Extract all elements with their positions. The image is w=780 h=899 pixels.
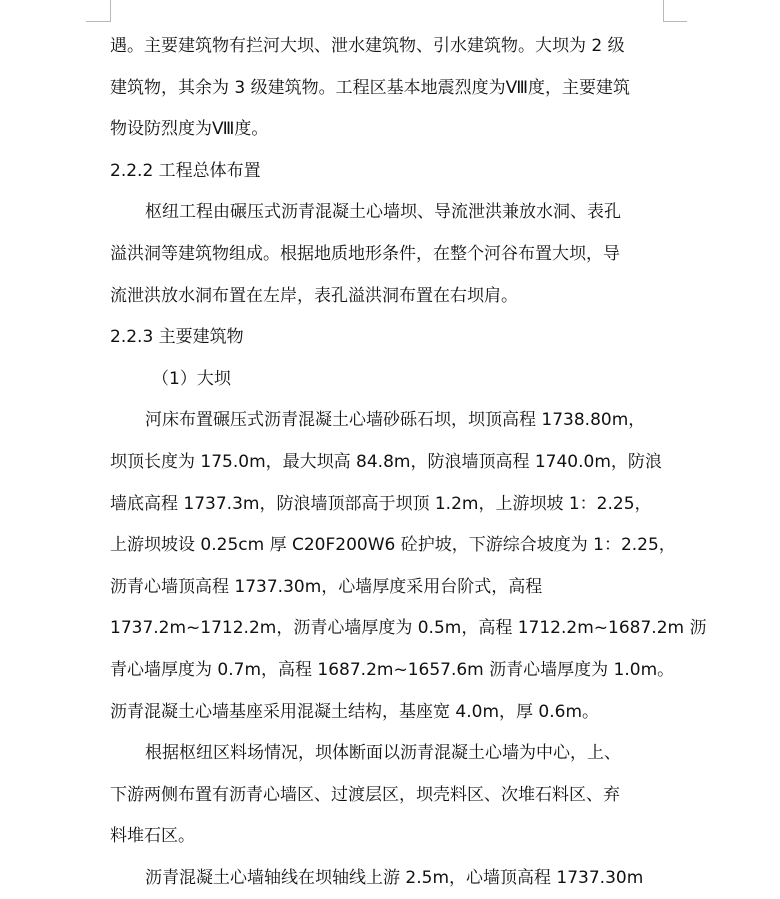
paragraph-line: 沥青混凝土心墙轴线在坝轴线上游 2.5m，心墙顶高程 1737.30m: [145, 867, 644, 888]
subsection-heading-dam: （1）大坝: [152, 368, 231, 389]
section-heading-2-2-3: 2.2.3 主要建筑物: [110, 327, 244, 348]
paragraph-line: 枢纽工程由碾压式沥青混凝土心墙坝、导流泄洪兼放水洞、表孔: [145, 202, 621, 223]
paragraph-line: 流泄洪放水洞布置在左岸，表孔溢洪洞布置在右坝肩。: [110, 285, 518, 306]
paragraph-line: 下游两侧布置有沥青心墙区、过渡层区，坝壳料区、次堆石料区、弃: [110, 784, 620, 805]
crop-mark-top-left-vertical: [110, 0, 111, 22]
paragraph-line: 坝顶长度为 175.0m，最大坝高 84.8m，防浪墙顶高程 1740.0m，防浪: [110, 451, 662, 472]
section-heading-2-2-2: 2.2.2 工程总体布置: [110, 160, 261, 181]
crop-mark-top-left-horizontal: [86, 21, 110, 22]
paragraph-line: 墙底高程 1737.3m，防浪墙顶部高于坝顶 1.2m，上游坝坡 1：2.25，: [110, 493, 652, 514]
document-body: [110, 26, 707, 899]
paragraph-line: 青心墙厚度为 0.7m，高程 1687.2m~1657.6m 沥青心墙厚度为 1.0m。: [110, 659, 675, 680]
paragraph-line: 沥青心墙顶高程 1737.30m，心墙厚度采用台阶式，高程: [110, 576, 543, 597]
paragraph-line: 沥青混凝土心墙基座采用混凝土结构，基座宽 4.0m，厚 0.6m。: [110, 701, 599, 722]
paragraph-line: 根据枢纽区料场情况，坝体断面以沥青混凝土心墙为中心，上、: [145, 743, 621, 764]
paragraph-line: 料堆石区。: [110, 826, 195, 847]
paragraph-line: 建筑物，其余为 3 级建筑物。工程区基本地震烈度为Ⅷ度，主要建筑: [110, 77, 631, 98]
paragraph-line: 遇。主要建筑物有拦河大坝、泄水建筑物、引水建筑物。大坝为 2 级: [110, 36, 625, 56]
paragraph-line: 河床布置碾压式沥青混凝土心墙砂砾石坝，坝顶高程 1738.80m，: [145, 410, 646, 431]
paragraph-line: 溢洪洞等建筑物组成。根据地质地形条件，在整个河谷布置大坝，导: [110, 243, 620, 264]
paragraph-line: 物设防烈度为Ⅷ度。: [110, 119, 269, 140]
paragraph-line: 上游坝坡设 0.25cm 厚 C20F200W6 砼护坡，下游综合坡度为 1：2.25，: [110, 535, 676, 556]
crop-mark-top-right-vertical: [663, 0, 664, 22]
crop-mark-top-right-horizontal: [663, 21, 687, 22]
paragraph-line: 1737.2m~1712.2m，沥青心墙厚度为 0.5m，高程 1712.2m~1687.2m 沥: [110, 618, 707, 639]
